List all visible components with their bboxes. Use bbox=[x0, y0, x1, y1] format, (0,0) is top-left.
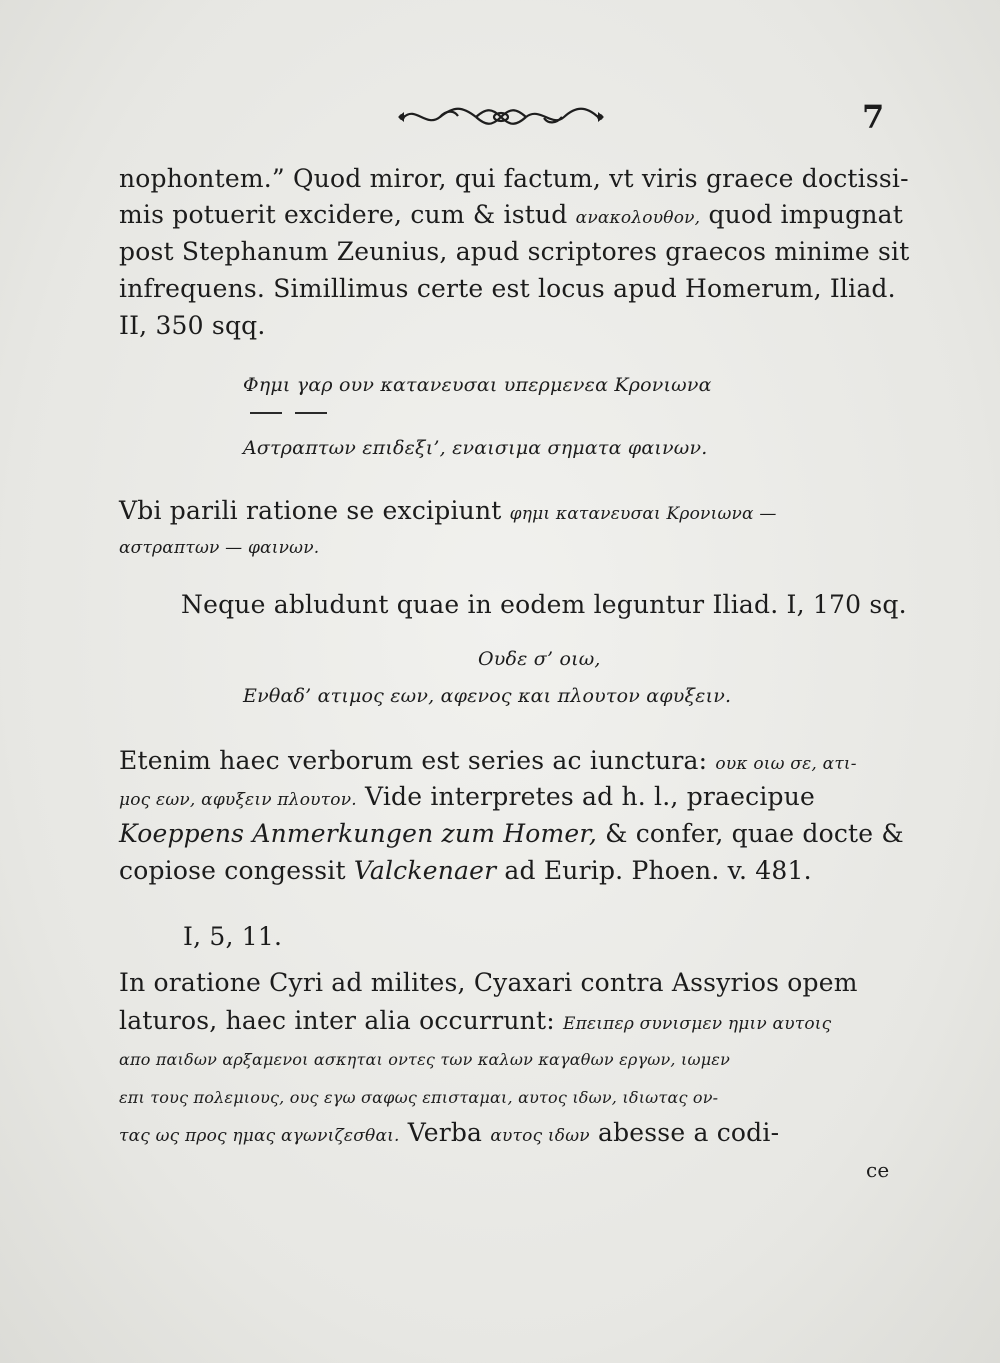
text-run: Vbi parili ratione se excipiunt bbox=[119, 496, 502, 525]
greek-phrase: αστραπτων — φαινων. bbox=[119, 538, 320, 558]
text-line: II, 350 sqq. bbox=[119, 311, 266, 340]
text-line bbox=[119, 1118, 779, 1147]
text-run: Verba bbox=[407, 1118, 483, 1147]
text-run: abesse a codi- bbox=[597, 1118, 780, 1147]
decorative-ornament-icon bbox=[396, 102, 606, 132]
text-line bbox=[119, 819, 904, 848]
text-run: copiose congessit bbox=[119, 856, 346, 885]
catchword: ce bbox=[866, 1158, 890, 1182]
text-run: ad Eurip. Phoen. v. 481. bbox=[504, 856, 812, 885]
italic-citation: Koeppens Anmerkungen zum Homer, bbox=[119, 819, 597, 848]
text-line bbox=[119, 200, 903, 229]
text-run: mis potuerit excidere, cum & istud bbox=[119, 200, 568, 229]
greek-phrase: μος εων, αφυξειν πλουτον. bbox=[119, 790, 357, 810]
text-run: Vide interpretes ad h. l., praecipue bbox=[365, 782, 816, 811]
text-line bbox=[119, 746, 857, 775]
greek-phrase: επι τους πολεμιους, ους εγω σαφως επισταμαι, αυτος ιδων, ιδιωτας ον- bbox=[119, 1088, 719, 1107]
section-heading: I, 5, 11. bbox=[183, 922, 283, 951]
greek-quote-line: Ουδε σ’ οιω, bbox=[478, 648, 601, 670]
text-line bbox=[119, 856, 812, 885]
greek-quote-line: Ενθαδ’ ατιμος εων, αφενος και πλουτον αφυξειν. bbox=[243, 685, 732, 707]
text-line: post Stephanum Zeunius, apud scriptores graecos minime sit bbox=[119, 237, 910, 266]
text-run: & confer, quae docte & bbox=[605, 819, 904, 848]
text-line bbox=[119, 782, 815, 811]
greek-phrase: τας ως προς ημας αγωνιζεσθαι. bbox=[119, 1126, 400, 1146]
text-line: Neque abludunt quae in eodem leguntur Iliad. I, 170 sq. bbox=[181, 590, 907, 619]
greek-quote-line: Αστραπτων επιδεξι’, εναισιμα σηματα φαινων. bbox=[243, 437, 708, 459]
ellipsis-dash bbox=[250, 412, 282, 414]
italic-author: Valckenaer bbox=[353, 856, 497, 885]
greek-word: ανακολουθον, bbox=[575, 208, 701, 228]
text-line bbox=[119, 1006, 831, 1035]
text-line: In oratione Cyri ad milites, Cyaxari contra Assyrios opem bbox=[119, 968, 858, 997]
greek-quote-line: Φημι γαρ ουν κατανευσαι υπερμενεα Κρονιωνα bbox=[243, 374, 712, 396]
greek-phrase: ουκ οιω σε, ατι- bbox=[715, 754, 857, 774]
ellipsis-dash bbox=[295, 412, 327, 414]
greek-phrase: φημι κατανευσαι Κρονιωνα — bbox=[509, 504, 777, 524]
page-number: 7 bbox=[862, 98, 885, 136]
text-run: laturos, haec inter alia occurrunt: bbox=[119, 1006, 555, 1035]
greek-phrase: απο παιδων αρξαμενοι ασκηται οντες των καλων καγαθων εργων, ιωμεν bbox=[119, 1050, 731, 1069]
text-line bbox=[119, 496, 777, 525]
text-run: quod impugnat bbox=[708, 200, 904, 229]
text-line: infrequens. Simillimus certe est locus apud Homerum, Iliad. bbox=[119, 274, 896, 303]
text-line: nophontem.” Quod miror, qui factum, vt viris graece doctissi- bbox=[119, 164, 909, 193]
text-run: Etenim haec verborum est series ac iunctura: bbox=[119, 746, 708, 775]
greek-phrase: αυτος ιδων bbox=[490, 1126, 590, 1146]
greek-phrase: Επειπερ συνισμεν ημιν αυτοις bbox=[563, 1014, 832, 1034]
